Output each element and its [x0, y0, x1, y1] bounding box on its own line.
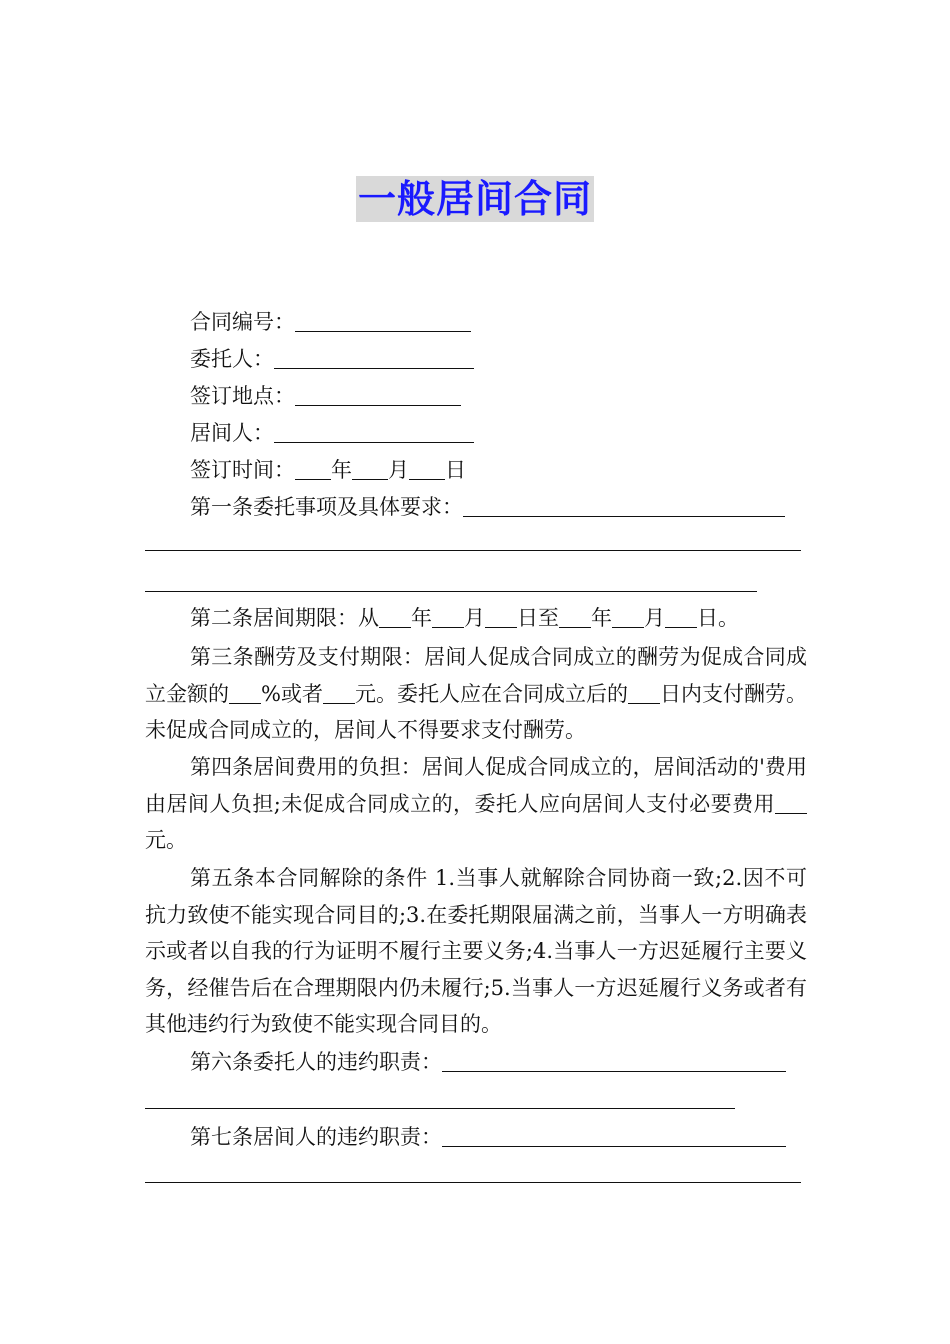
article-3-text: 日内支付酬劳。未促成合同成立的，居间人不得要求支付酬劳。: [145, 681, 808, 742]
fill-blank[interactable]: [274, 422, 474, 443]
field-label: 签订地点：: [190, 384, 295, 408]
article-7: [190, 1125, 810, 1149]
article-3-text: 第三条酬劳及支付期限：居间人促成合同成立的酬劳为促成合同成立金额的: [145, 645, 807, 706]
fill-blank[interactable]: [612, 607, 644, 628]
article-6: [190, 1050, 810, 1074]
field-label: 居间人：: [190, 421, 274, 445]
fill-blank[interactable]: [379, 607, 411, 628]
field-label: 合同编号：: [190, 310, 295, 334]
blank-line[interactable]: [145, 550, 801, 551]
blank-line[interactable]: [145, 591, 757, 592]
day-end-label: 日。: [697, 606, 739, 630]
fill-blank[interactable]: [295, 385, 461, 406]
year-label: 年: [411, 606, 432, 630]
document-title-wrap: [0, 176, 950, 222]
article-7-text: 第七条居间人的违约职责：: [190, 1125, 442, 1149]
article-3: [145, 639, 807, 749]
article-1-text: 第一条委托事项及具体要求：: [190, 495, 463, 519]
fill-blank[interactable]: [323, 683, 355, 704]
year-label: 年: [591, 606, 612, 630]
field-intermediary: [190, 421, 810, 445]
fill-blank[interactable]: [775, 793, 807, 814]
fill-blank[interactable]: [352, 459, 388, 480]
field-contract-no: [190, 310, 810, 334]
fill-blank[interactable]: [628, 683, 660, 704]
article-5-text: 第五条本合同解除的条件 1.当事人就解除合同协商一致;2.因不可抗力致使不能实现合同目的;3.在委托期限届满之前，当事人一方明确表示或者以自我的行为证明不履行主要义务;4.当事人一方迟延履行主要义务，经催告后在合理期限内仍未履行;5.当事人一方迟延履行义务或者有其他违约行为致使不能实现合同目的。: [145, 866, 807, 1036]
article-6-text: 第六条委托人的违约职责：: [190, 1050, 442, 1074]
field-label: 签订时间：: [190, 458, 295, 482]
article-2-text: 第二条居间期限：从: [190, 606, 379, 630]
fill-blank[interactable]: [229, 683, 261, 704]
day-label: 日: [445, 458, 466, 482]
fill-blank[interactable]: [295, 311, 471, 332]
month-label: 月: [644, 606, 665, 630]
fill-blank[interactable]: [463, 496, 785, 517]
fill-blank[interactable]: [485, 607, 517, 628]
field-client: [190, 347, 810, 371]
field-time: [190, 458, 810, 482]
article-3-text: %或者: [261, 681, 323, 706]
article-4-text: 第四条居间费用的负担：居间人促成合同成立的，居间活动的'费用由居间人负担;未促成合同成立的，委托人应向居间人支付必要费用: [145, 755, 807, 816]
fill-blank[interactable]: [295, 459, 331, 480]
blank-line[interactable]: [145, 1182, 801, 1183]
article-5: [145, 860, 807, 1043]
fill-blank[interactable]: [432, 607, 464, 628]
article-4-text: 元。: [145, 828, 187, 852]
fill-blank[interactable]: [409, 459, 445, 480]
document-title: 一般居间合同: [357, 177, 592, 221]
fill-blank[interactable]: [274, 348, 474, 369]
fill-blank[interactable]: [665, 607, 697, 628]
blank-line[interactable]: [145, 1108, 735, 1109]
article-1: [190, 495, 810, 519]
fill-blank[interactable]: [442, 1126, 786, 1147]
field-label: 委托人：: [190, 347, 274, 371]
year-label: 年: [331, 458, 352, 482]
month-label: 月: [388, 458, 409, 482]
article-2: [190, 606, 810, 630]
fill-blank[interactable]: [559, 607, 591, 628]
day-to-label: 日至: [517, 606, 559, 630]
article-3-text: 元。委托人应在合同成立后的: [354, 681, 628, 706]
month-label: 月: [464, 606, 485, 630]
article-4: [145, 749, 807, 859]
fill-blank[interactable]: [442, 1051, 786, 1072]
field-place: [190, 384, 810, 408]
